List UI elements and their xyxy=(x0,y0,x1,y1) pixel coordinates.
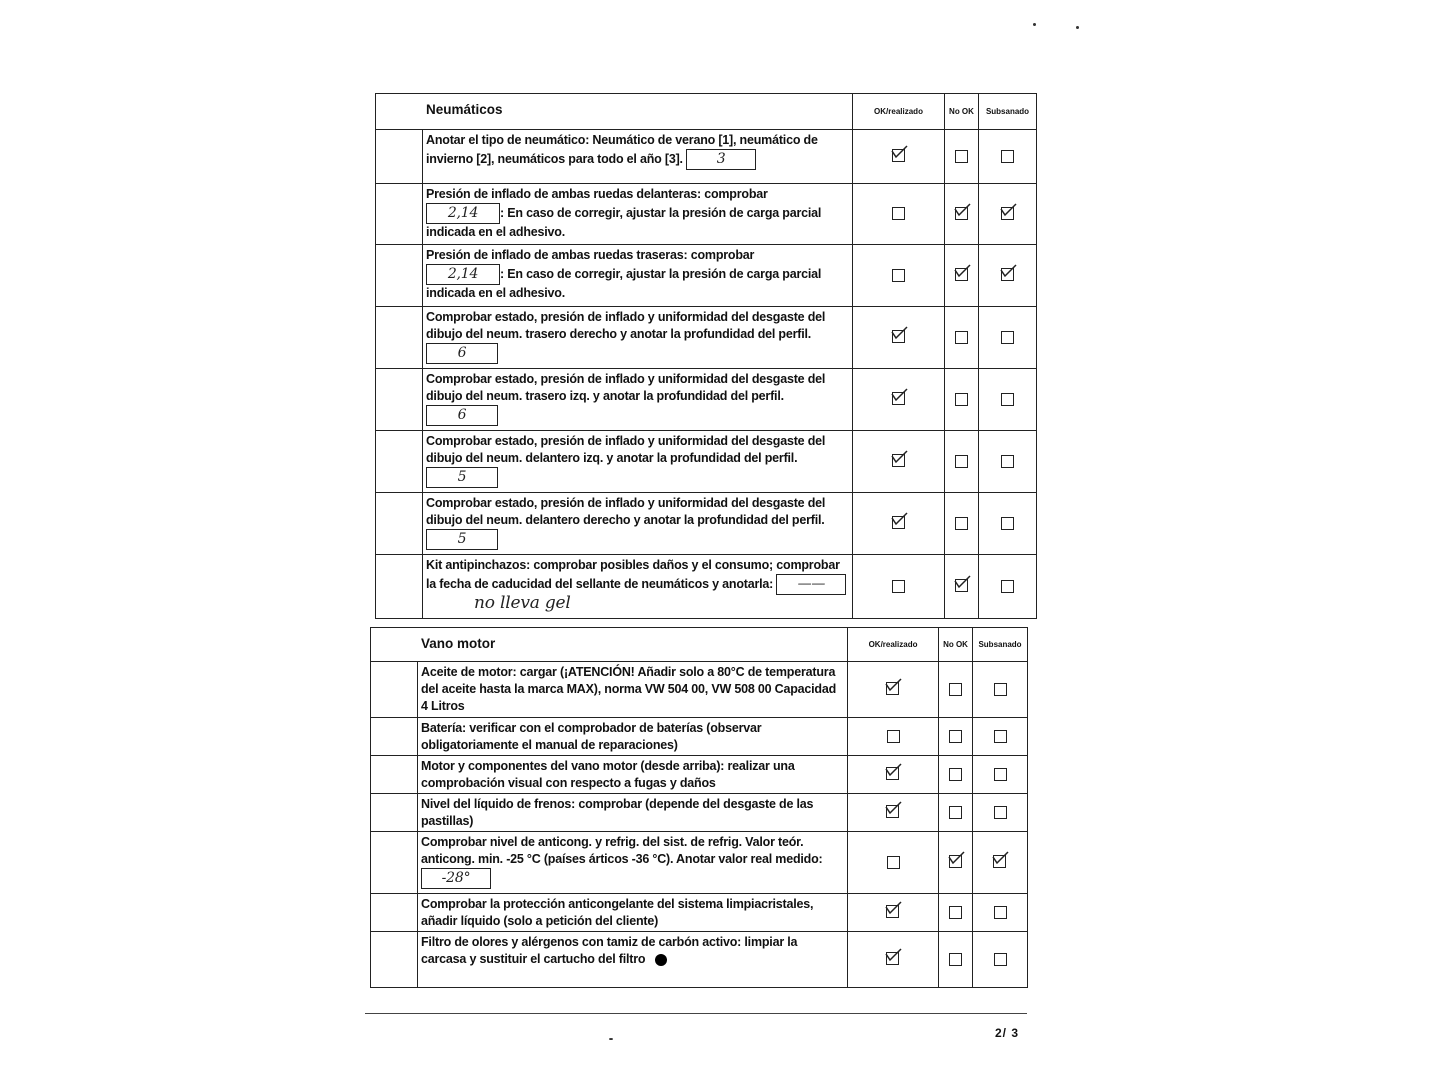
antifreeze-value-field[interactable]: -28° xyxy=(421,868,491,889)
checkbox-ok[interactable] xyxy=(892,580,905,593)
checkbox-ok[interactable] xyxy=(886,903,900,917)
checkbox-ok[interactable] xyxy=(886,680,900,694)
checkbox-nok[interactable] xyxy=(949,806,962,819)
row-description: Anotar el tipo de neumático: Neumático de verano [1], neumático de invierno [2], neumáticos para todo el año [3]. 3 xyxy=(423,130,853,184)
col-sub-header: Subsanado xyxy=(979,94,1037,130)
checkbox-ok[interactable] xyxy=(892,452,906,466)
section-vano-motor xyxy=(370,627,1028,988)
checkbox-ok[interactable] xyxy=(892,390,906,404)
table-row xyxy=(371,932,1028,988)
scan-speck xyxy=(1033,23,1036,26)
checkbox-sub[interactable] xyxy=(994,953,1007,966)
checkbox-sub[interactable] xyxy=(1001,150,1014,163)
checkbox-nok[interactable] xyxy=(949,768,962,781)
checkbox-ok[interactable] xyxy=(886,765,900,779)
table-row xyxy=(371,894,1028,932)
checkbox-nok[interactable] xyxy=(955,455,968,468)
checkbox-nok[interactable] xyxy=(955,517,968,530)
checkbox-sub[interactable] xyxy=(1001,455,1014,468)
row-description: Kit antipinchazos: comprobar posibles daños y el consumo; comprobar la fecha de caducidad del sellante de neumáticos y anotarla: —— no lleva gel xyxy=(423,555,853,619)
col-nok-header: No OK xyxy=(945,94,979,130)
checkbox-nok[interactable] xyxy=(955,577,969,591)
scan-speck xyxy=(609,1038,613,1040)
checkbox-nok[interactable] xyxy=(955,205,969,219)
checkbox-sub[interactable] xyxy=(1001,393,1014,406)
checkbox-nok[interactable] xyxy=(949,853,963,867)
row-description: Comprobar nivel de anticong. y refrig. del sist. de refrig. Valor teór. anticong. min. -25 °C (países árticos -36 °C). Anotar valor real medido: -28° xyxy=(418,832,848,894)
checkbox-sub[interactable] xyxy=(993,853,1007,867)
checkbox-ok[interactable] xyxy=(892,269,905,282)
checkbox-sub[interactable] xyxy=(994,768,1007,781)
page-number: 2/ 3 xyxy=(995,1026,1020,1040)
col-sub-header: Subsanado xyxy=(973,628,1028,662)
checkbox-sub[interactable] xyxy=(994,806,1007,819)
checkbox-ok[interactable] xyxy=(886,950,900,964)
checkbox-nok[interactable] xyxy=(955,266,969,280)
footer-rule xyxy=(365,1013,1027,1014)
checkbox-ok[interactable] xyxy=(892,514,906,528)
row-description: Nivel del líquido de frenos: comprobar (depende del desgaste de las pastillas) xyxy=(418,794,848,832)
checkbox-ok[interactable] xyxy=(892,328,906,342)
section-neumaticos xyxy=(375,93,1037,619)
table-row xyxy=(376,245,1037,307)
row-description: Presión de inflado de ambas ruedas delanteras: comprobar 2,14 : En caso de corregir, ajustar la presión de carga parcial indicada en el adhesivo. xyxy=(423,184,853,245)
checkbox-nok[interactable] xyxy=(955,393,968,406)
table-row xyxy=(376,184,1037,245)
checkbox-sub[interactable] xyxy=(994,906,1007,919)
table-row xyxy=(376,307,1037,369)
checkbox-nok[interactable] xyxy=(949,953,962,966)
tread-depth-field[interactable]: 5 xyxy=(426,467,498,488)
checkbox-ok[interactable] xyxy=(887,730,900,743)
checkbox-sub[interactable] xyxy=(994,730,1007,743)
checkbox-sub[interactable] xyxy=(1001,331,1014,344)
section-title: Neumáticos xyxy=(376,94,853,130)
row-description: Comprobar estado, presión de inflado y uniformidad del desgaste del dibujo del neum. trasero derecho y anotar la profundidad del perfil. 6 xyxy=(423,307,853,369)
row-description: Comprobar estado, presión de inflado y uniformidad del desgaste del dibujo del neum. trasero izq. y anotar la profundidad del perfil. 6 xyxy=(423,369,853,431)
front-pressure-field[interactable]: 2,14 xyxy=(426,203,500,224)
section-title: Vano motor xyxy=(371,628,848,662)
table-row xyxy=(376,493,1037,555)
checkbox-ok[interactable] xyxy=(887,856,900,869)
checkbox-nok[interactable] xyxy=(955,331,968,344)
table-row xyxy=(376,130,1037,184)
checkbox-nok[interactable] xyxy=(949,730,962,743)
col-ok-header: OK/realizado xyxy=(848,628,939,662)
table-row xyxy=(371,718,1028,756)
row-description: Aceite de motor: cargar (¡ATENCIÓN! Añadir solo a 80°C de temperatura del aceite hasta la marca MAX), norma VW 504 00, VW 508 00 Capacidad 4 Litros xyxy=(418,662,848,718)
table-row xyxy=(376,431,1037,493)
table-row xyxy=(376,369,1037,431)
row-description: Comprobar estado, presión de inflado y uniformidad del desgaste del dibujo del neum. delantero izq. y anotar la profundidad del perfil. 5 xyxy=(423,431,853,493)
table-row xyxy=(371,832,1028,894)
checkbox-ok[interactable] xyxy=(892,147,906,161)
row-description: Batería: verificar con el comprobador de baterías (observar obligatoriamente el manual de reparaciones) xyxy=(418,718,848,756)
row-description: Filtro de olores y alérgenos con tamiz de carbón activo: limpiar la carcasa y sustituir el cartucho del filtro xyxy=(418,932,848,988)
col-nok-header: No OK xyxy=(939,628,973,662)
row-description: Comprobar estado, presión de inflado y uniformidad del desgaste del dibujo del neum. delantero derecho y anotar la profundidad del perfil. 5 xyxy=(423,493,853,555)
table-row xyxy=(376,555,1037,619)
row-description: Comprobar la protección anticongelante del sistema limpiacristales, añadir líquido (solo a petición del cliente) xyxy=(418,894,848,932)
rear-pressure-field[interactable]: 2,14 xyxy=(426,264,500,285)
ink-dot xyxy=(655,954,667,966)
checkbox-sub[interactable] xyxy=(1001,517,1014,530)
sealant-date-field[interactable]: —— xyxy=(776,574,846,595)
checkbox-nok[interactable] xyxy=(949,683,962,696)
checkbox-sub[interactable] xyxy=(1001,266,1015,280)
tread-depth-field[interactable]: 6 xyxy=(426,343,498,364)
table-row xyxy=(371,756,1028,794)
scan-speck xyxy=(1076,26,1079,29)
tire-type-field[interactable]: 3 xyxy=(686,149,756,170)
checkbox-ok[interactable] xyxy=(892,207,905,220)
table-row xyxy=(371,662,1028,718)
checkbox-nok[interactable] xyxy=(955,150,968,163)
checkbox-nok[interactable] xyxy=(949,906,962,919)
tread-depth-field[interactable]: 5 xyxy=(426,529,498,550)
row-description: Motor y componentes del vano motor (desde arriba): realizar una comprobación visual con respecto a fugas y daños xyxy=(418,756,848,794)
row-description: Presión de inflado de ambas ruedas traseras: comprobar 2,14 : En caso de corregir, ajustar la presión de carga parcial indicada en el adhesivo. xyxy=(423,245,853,307)
checkbox-sub[interactable] xyxy=(1001,580,1014,593)
handwritten-note: no lleva gel xyxy=(474,593,571,613)
tread-depth-field[interactable]: 6 xyxy=(426,405,498,426)
checkbox-ok[interactable] xyxy=(886,803,900,817)
col-ok-header: OK/realizado xyxy=(853,94,945,130)
table-row xyxy=(371,794,1028,832)
checkbox-sub[interactable] xyxy=(994,683,1007,696)
checkbox-sub[interactable] xyxy=(1001,205,1015,219)
